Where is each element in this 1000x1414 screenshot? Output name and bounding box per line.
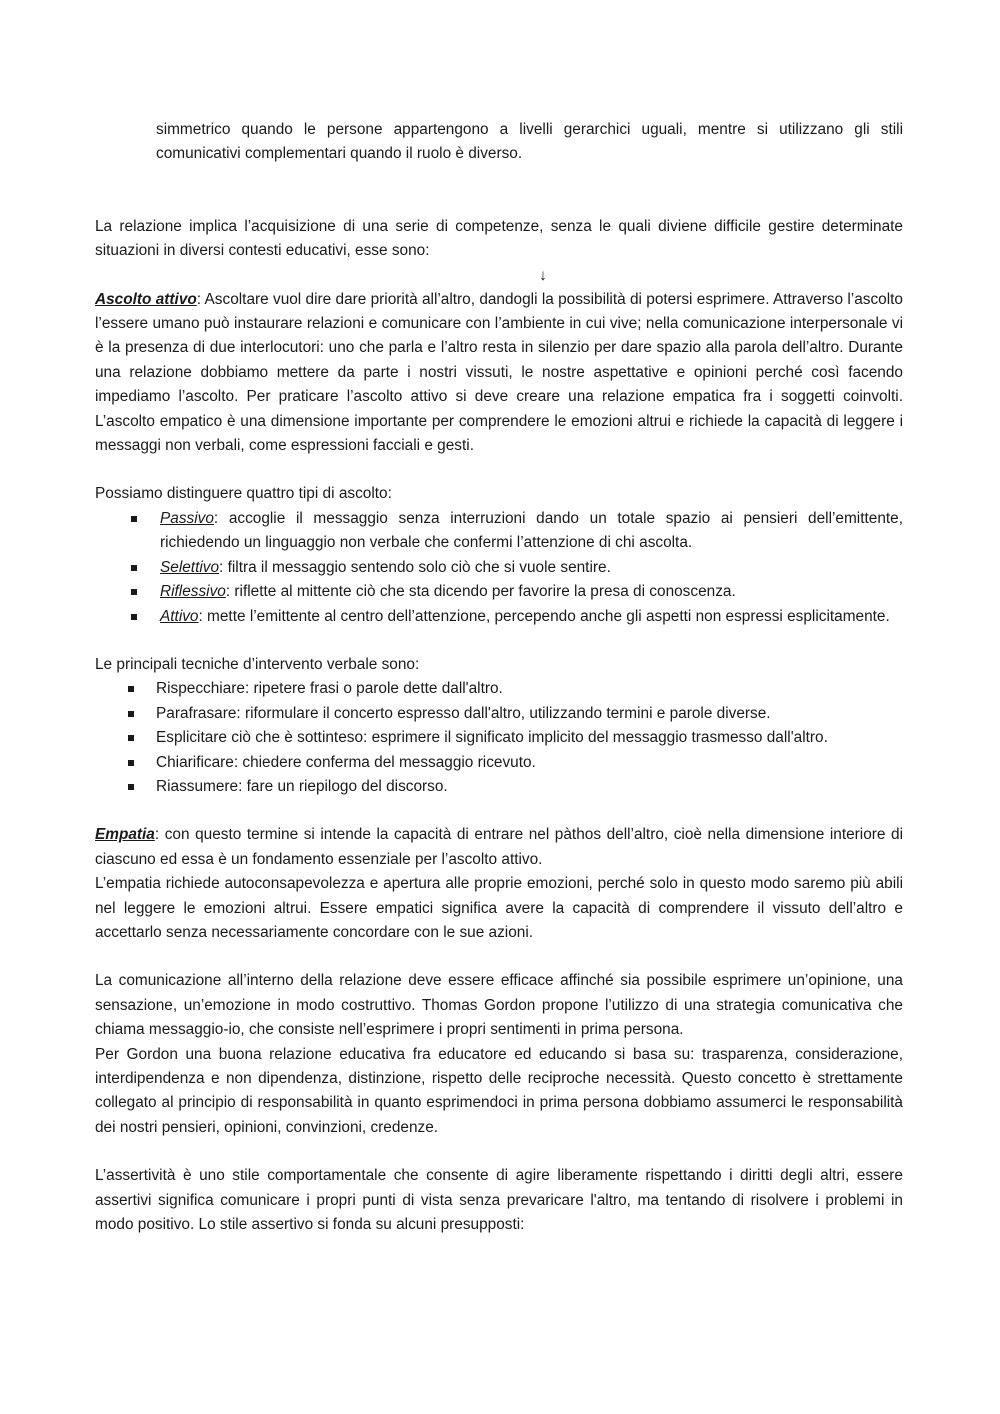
- list-item: [95, 751, 903, 775]
- empatia-term: Empatia: [95, 826, 155, 844]
- tecnica-text: Riassumere: fare un riepilogo del discorso.: [156, 777, 448, 795]
- empatia-paragraph: [95, 823, 903, 872]
- tecniche-list: [95, 677, 903, 799]
- bullet-icon: [128, 760, 134, 766]
- tipo-term: Attivo: [160, 607, 199, 625]
- tipo-text: : riflette al mittente ciò che sta dicendo per favorire la presa di conoscenza.: [225, 583, 736, 601]
- comunicazione-paragraph: La comunicazione all’interno della relazione deve essere efficace affinché sia possibile esprimere un’opinione, una sensazione, un’emozione in modo costruttivo. Thomas Gordon propone l’utilizzo di una strategia comunicativa che chiama messaggio-io, che consiste nell’esprimere i propri sentimenti in prima persona.: [95, 972, 903, 1039]
- spacer: [95, 629, 903, 653]
- list-item: [95, 507, 903, 556]
- gordon-paragraph: Per Gordon una buona relazione educativa fra educatore ed educando si basa su: trasparenza, considerazione, interdipendenza e non dipendenza, distinzione, rispetto delle reciproche necessità. Questo concetto è strettamente collegato al principio di responsabilità in quanto esprimendoci in prima persona dobbiamo assumerci le responsabilità dei nostri pensieri, opinioni, convinzioni, credenze.: [95, 1045, 903, 1136]
- intro-continuation: simmetrico quando le persone appartengono a livelli gerarchici uguali, mentre si utilizzano gli stili comunicativi complementari quando il ruolo è diverso.: [156, 121, 903, 163]
- list-item: [95, 702, 903, 726]
- bullet-icon: [131, 614, 137, 620]
- assertivita-paragraph: L’assertività è uno stile comportamentale che consente di agire liberamente rispettando i diritti degli altri, essere assertivi significa comunicare i propri punti di vista senza prevaricare l'altro, ma tentando di risolvere i problemi in modo positivo. Lo stile assertivo si fonda su alcuni presupposti:: [95, 1167, 903, 1234]
- tipo-term: Selettivo: [160, 558, 220, 576]
- list-item: [95, 605, 903, 629]
- tecniche-intro: Le principali tecniche d’intervento verbale sono:: [95, 655, 420, 673]
- tipi-list: [95, 507, 903, 629]
- tipi-intro: Possiamo distinguere quattro tipi di ascolto:: [95, 485, 392, 503]
- spacer: [95, 458, 903, 482]
- tecnica-text: Chiarificare: chiedere conferma del messaggio ricevuto.: [156, 753, 536, 771]
- list-item: [95, 677, 903, 701]
- ascolto-term: Ascolto attivo: [95, 290, 197, 308]
- empatia-paragraph-2: L’empatia richiede autoconsapevolezza e apertura alle proprie emozioni, perché solo in questo modo saremo più abili nel leggere le emozioni altrui. Essere empatici significa avere la capacità di comprendere il vissuto dell’altro e accettarlo senza necessariamente concordare con le sue azioni.: [95, 875, 903, 941]
- tipo-text: : filtra il messaggio sentendo solo ciò che si vuole sentire.: [219, 558, 611, 576]
- spacer: [95, 945, 903, 969]
- relazione-paragraph: La relazione implica l’acquisizione di una serie di competenze, senza le quali diviene difficile gestire determinate situazioni in diversi contesti educativi, esse sono:: [95, 217, 903, 260]
- empatia-text: : con questo termine si intende la capacità di entrare nel pàthos dell’altro, cioè nella dimensione interiore di ciascuno ed essa è un fondamento essenziale per l’ascolto attivo.: [95, 826, 903, 868]
- bullet-icon: [128, 735, 134, 741]
- bullet-icon: [131, 589, 137, 595]
- ascolto-paragraph: [95, 288, 903, 459]
- spacer: [95, 1140, 903, 1164]
- spacer: [95, 799, 903, 823]
- ascolto-text: : Ascoltare vuol dire dare priorità all’altro, dandogli la possibilità di potersi esprimere. Attraverso l’ascolto l’essere umano può instaurare relazioni e comunicare con l’ambiente in cui vive; nella comunicazione interpersonale vi è la presenza di due interlocutori: uno che parla e l’altro resta in silenzio per dare spazio alla parola dell’altro. Durante una relazione dobbiamo mettere da parte i nostri vissuti, le nostre aspettative e opinioni perché così facendo impediamo l’ascolto. Per praticare l’ascolto attivo si deve creare una relazione empatica fra i soggetti coinvolti. L’ascolto empatico è una dimensione importante per comprendere le emozioni altrui e richiede la capacità di leggere i messaggi non verbali, come espressioni facciali e gesti.: [95, 290, 903, 455]
- tipo-text: : accoglie il messaggio senza interruzioni dando un totale spazio ai pensieri dell’emittente, richiedendo un linguaggio non verbale che confermi l’attenzione di chi ascolta.: [160, 509, 903, 552]
- list-item: [95, 726, 903, 750]
- bullet-icon: [131, 516, 137, 522]
- tecnica-text: Esplicitare ciò che è sottinteso: esprimere il significato implicito del messaggio trasmesso dall'altro.: [156, 729, 828, 747]
- list-item: [95, 580, 903, 604]
- spacer: [95, 167, 903, 215]
- tipo-text: : mette l’emittente al centro dell’attenzione, percependo anche gli aspetti non espressi esplicitamente.: [198, 607, 890, 625]
- tecnica-text: Rispecchiare: ripetere frasi o parole dette dall'altro.: [156, 680, 503, 698]
- bullet-icon: [128, 711, 134, 717]
- bullet-icon: [128, 686, 134, 692]
- tipo-term: Passivo: [160, 509, 214, 527]
- bullet-icon: [128, 784, 134, 790]
- list-item: [95, 556, 903, 580]
- bullet-icon: [131, 565, 137, 571]
- tipo-term: Riflessivo: [160, 583, 226, 601]
- tecnica-text: Parafrasare: riformulare il concerto espresso dall'altro, utilizzando termini e parole diverse.: [156, 704, 771, 722]
- down-arrow-icon: ↓: [539, 266, 547, 284]
- document-page: [95, 118, 903, 1237]
- list-item: [95, 775, 903, 799]
